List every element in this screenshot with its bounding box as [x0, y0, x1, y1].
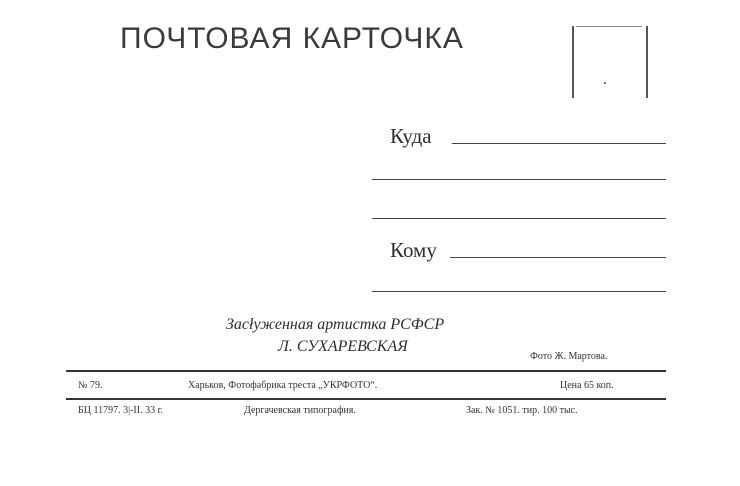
publisher: Харьков, Фотофабрика треста „УКРФОТО“. [188, 380, 378, 391]
card-title: ПОЧТОВАЯ КАРТОЧКА [120, 22, 464, 55]
address-line-3 [372, 218, 666, 219]
order-info: Зак. № 1051. тир. 100 тыс. [466, 405, 578, 416]
photo-credit: Фото Ж. Мартова. [530, 351, 608, 362]
stamp-box [566, 26, 652, 102]
recipient-line-1 [450, 257, 666, 258]
to-whom-label: Кому [390, 238, 437, 262]
price: Цена 65 коп. [560, 380, 614, 391]
printer: Дергачевская типография. [244, 405, 356, 416]
divider-bottom [66, 398, 666, 400]
recipient-line-2 [372, 291, 666, 292]
artist-name: Л. СУХАРЕВСКАЯ [278, 338, 408, 355]
artist-title: Засłуженная артистка РСФСР [226, 316, 445, 333]
to-where-label: Куда [390, 124, 432, 148]
address-line-1 [452, 143, 666, 144]
divider-top [66, 370, 666, 372]
card-number: № 79. [78, 380, 103, 391]
address-line-2 [372, 179, 666, 180]
censor-number: БЦ 11797. 3|-II. 33 г. [78, 405, 164, 416]
